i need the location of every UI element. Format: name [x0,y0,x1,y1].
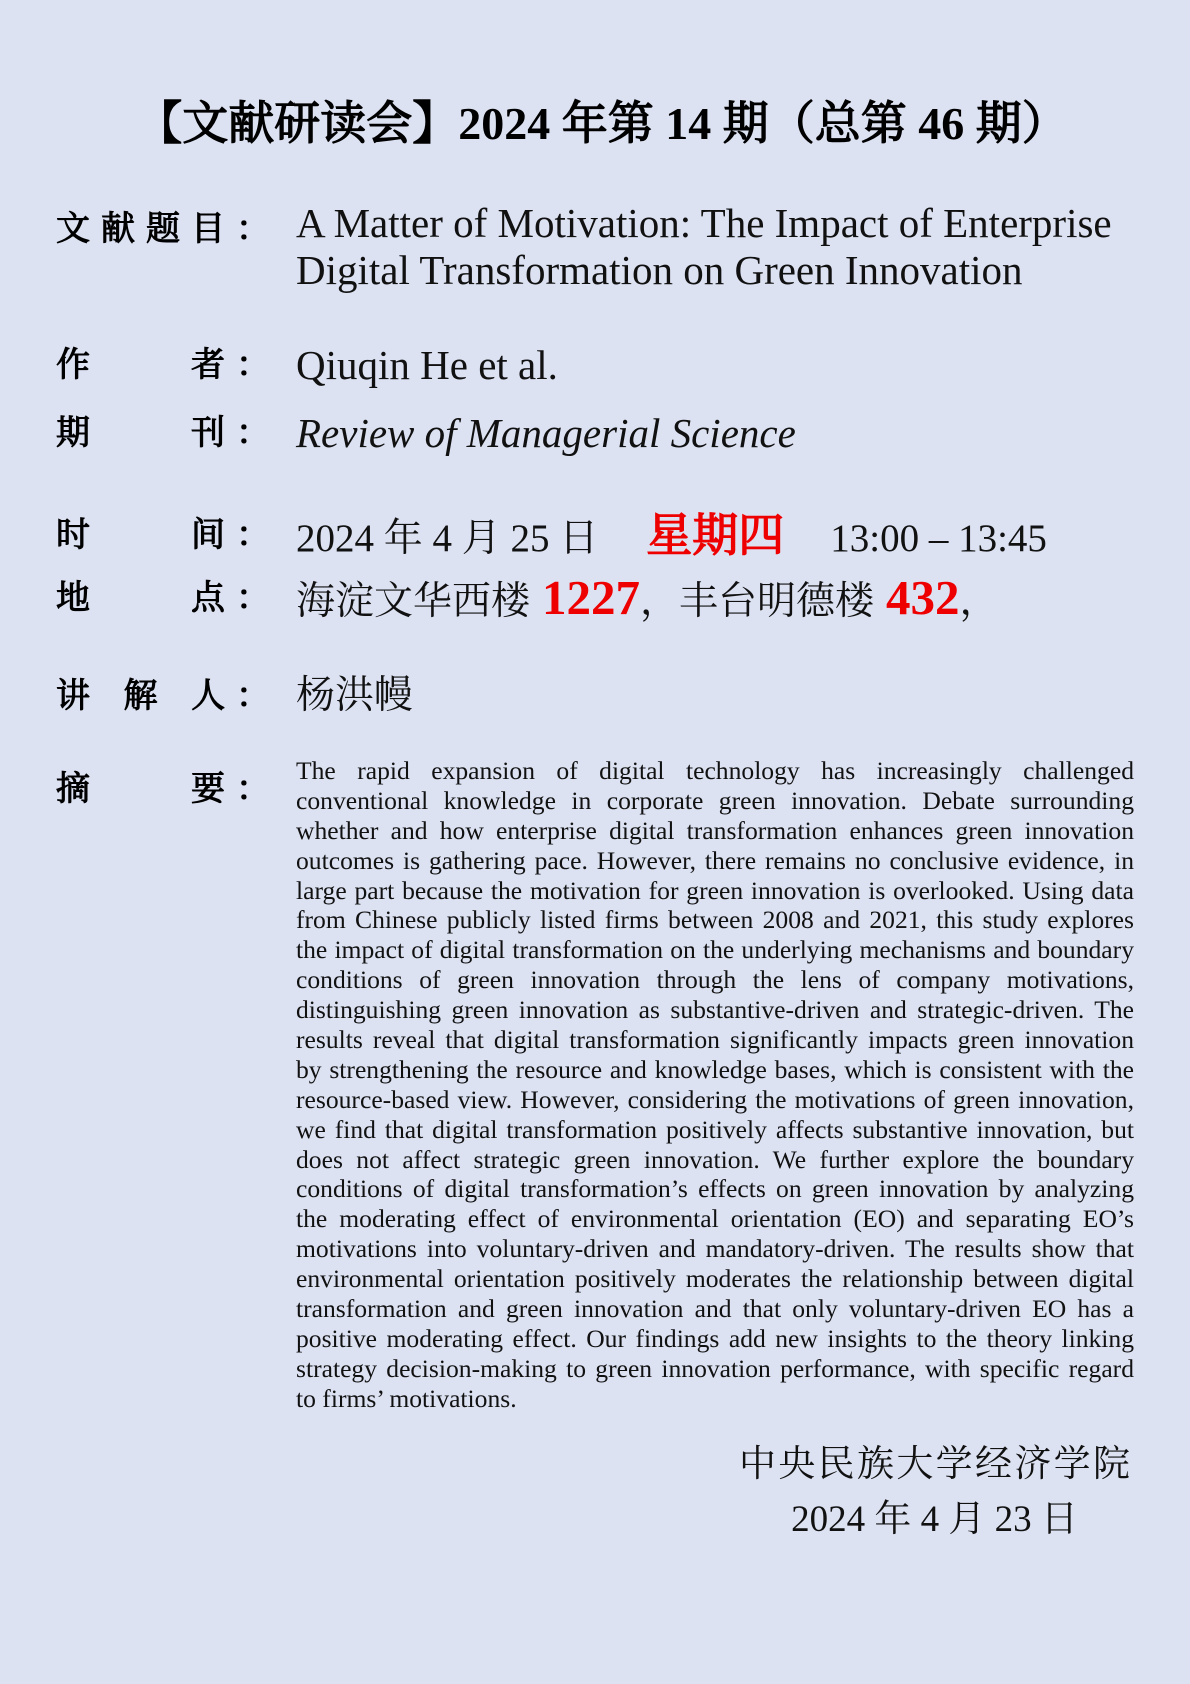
abstract-line: distinguishing green innovation as substantive-driven and strategic-driven. The [296,995,1134,1025]
abstract-line: conditions of digital transformation’s effects on green innovation by analyzing [296,1174,1134,1204]
organizer-name: 中央民族大学经济学院 [739,1444,1130,1485]
abstract-line: resource-based view. However, considering the motivations of green innovation, [296,1084,1134,1114]
author-name: Qiuqin He et al. [296,342,558,388]
event-weekday: 星期四 [646,508,785,562]
label-speaker: 讲 解 人： [56,676,270,716]
label-paper-title: 文献题目： [56,209,270,249]
abstract-line: large part because the motivation for green innovation is overlooked. Using data [296,875,1134,905]
abstract-line: results reveal that digital transformation significantly impacts green innovation [296,1025,1134,1055]
journal-name: Review of Managerial Science [296,410,796,456]
abstract-line: The rapid expansion of digital technology has increasingly challenged [296,756,1134,785]
issue-date: 2024 年 4 月 23 日 [791,1499,1078,1540]
abstract-line: from Chinese publicly listed firms between 2008 and 2021, this study explores [296,905,1134,935]
speaker-name: 杨洪幔 [296,674,414,717]
abstract-line: outcomes is gathering pace. However, there remains no conclusive evidence, in [296,845,1134,875]
abstract-line: the impact of digital transformation on the underlying mechanisms and boundary [296,935,1134,965]
abstract-line: positive moderating effect. Our findings add new insights to the theory linking [296,1323,1134,1353]
paper-title: A Matter of Motivation: The Impact of Enterprise Digital Transformation on Green Innovation [296,200,1112,293]
event-hours: 13:00 – 13:45 [830,517,1047,560]
abstract-text [296,756,1134,1414]
abstract-line: conventional knowledge in corporate green innovation. Debate surrounding [296,785,1134,815]
abstract-line: we find that digital transformation positively affects substantive innovation, but [296,1114,1134,1144]
label-time: 时 间： [56,515,270,555]
label-author: 作 者： [56,345,270,385]
location-suffix: ， [959,580,999,623]
event-date: 2024 年 4 月 25 日 [296,517,599,560]
abstract-line: whether and how enterprise digital transformation enhances green innovation [296,815,1134,845]
venue-fengtai: ，丰台明德楼 [640,580,875,623]
label-journal: 期 刊： [56,413,270,453]
abstract-line: conditions of green innovation through the lens of company motivations, [296,965,1134,995]
abstract-line: transformation and green innovation and that only voluntary-driven EO has a [296,1294,1134,1324]
abstract-line: to firms’ motivations. [296,1383,517,1413]
abstract-line: does not affect strategic green innovation. We further explore the boundary [296,1144,1134,1174]
room-fengtai: 432 [886,570,960,625]
label-abstract: 摘 要： [56,769,270,809]
abstract-line: motivations into voluntary-driven and mandatory-driven. The results show that [296,1234,1134,1264]
abstract-line: strategy decision-making to green innovation performance, with specific regard [296,1353,1134,1383]
venue-haidian: 海淀文华西楼 [296,580,531,623]
time-value [296,507,1047,567]
room-haidian: 1227 [542,570,641,625]
abstract-line: by strengthening the resource and knowledge bases, which is consistent with the [296,1054,1134,1084]
label-location: 地 点： [56,578,270,618]
location-value [296,570,999,630]
abstract-line: the moderating effect of environmental orientation (EO) and separating EO’s [296,1204,1134,1234]
abstract-line: environmental orientation positively moderates the relationship between digital [296,1264,1134,1294]
notice-heading: 【文献研读会】2024 年第 14 期（总第 46 期） [136,98,1068,149]
